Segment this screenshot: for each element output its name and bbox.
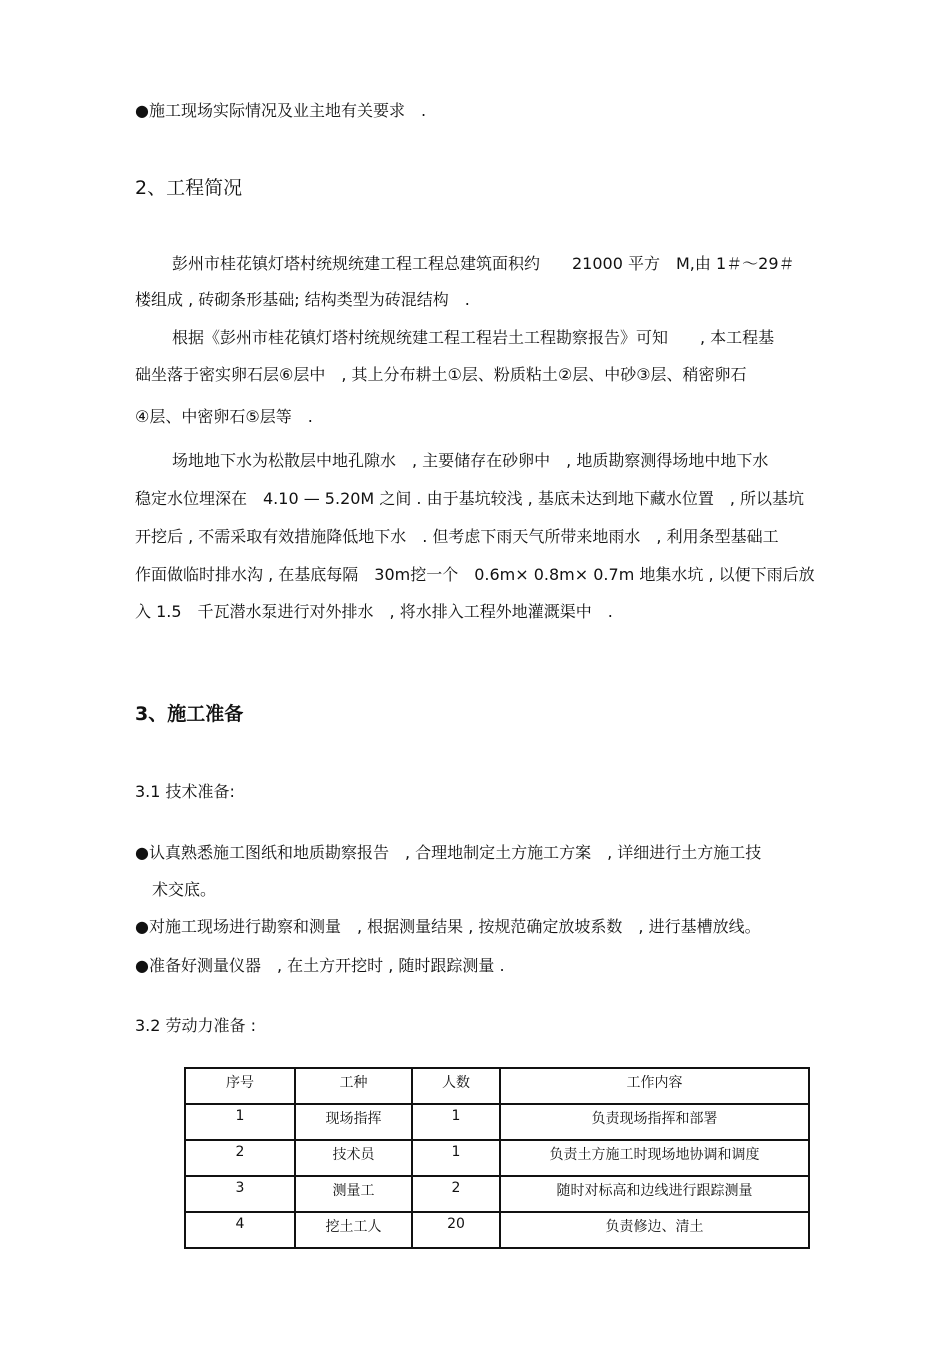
header-trade: 工种	[296, 1069, 413, 1105]
cell-index: 4	[186, 1213, 296, 1247]
paragraph-water-line-2: 稳定水位埋深在 4.10 — 5.20M 之间 . 由于基坑较浅 , 基底未达到地下藏水位置 , 所以基坑	[135, 489, 805, 508]
section-3-heading: 3、施工准备	[135, 703, 244, 725]
table-row	[186, 1105, 808, 1141]
header-duty: 工作内容	[501, 1069, 808, 1105]
cell-count: 20	[413, 1213, 501, 1247]
cell-duty: 负责修边、清土	[605, 1219, 704, 1235]
table-header-row	[186, 1069, 808, 1105]
paragraph-geology-line-1: 根据《彭州市桂花镇灯塔村统规统建工程工程岩土工程勘察报告》可知 , 本工程基	[172, 328, 775, 347]
cell-count: 1	[413, 1105, 501, 1141]
paragraph-water-line-1: 场地地下水为松散层中地孔隙水 , 主要储存在砂卵中 , 地质勘察测得场地中地下水	[172, 451, 769, 470]
paragraph-geology-line-3: ④层、中密卵石⑤层等 .	[135, 407, 313, 426]
cell-index: 2	[186, 1141, 296, 1177]
cell-duty: 负责现场指挥和部署	[501, 1105, 808, 1141]
cell-count: 1	[413, 1141, 501, 1177]
labor-table	[184, 1067, 810, 1249]
paragraph-water-line-3: 开挖后 , 不需采取有效措施降低地下水 . 但考虑下雨天气所带来地雨水 , 利用条型基础工	[135, 527, 779, 546]
paragraph-geology-line-2: 础坐落于密实卵石层⑥层中 , 其上分布耕土①层、粉质粘土②层、中砂③层、稍密卵石	[135, 365, 747, 384]
cell-duty: 随时对标高和边线进行跟踪测量	[501, 1177, 808, 1213]
paragraph-overview-line-2: 楼组成 , 砖砌条形基础; 结构类型为砖混结构 .	[135, 290, 470, 309]
bullet-site-requirements: ●施工现场实际情况及业主地有关要求 .	[135, 101, 427, 120]
cell-trade: 挖土工人	[296, 1213, 413, 1247]
cell-index: 3	[186, 1177, 296, 1213]
paragraph-water-line-5: 入 1.5 千瓦潜水泵进行对外排水 , 将水排入工程外地灌溉渠中 .	[135, 602, 613, 621]
bullet-study-drawings-line-1: ●认真熟悉施工图纸和地质勘察报告 , 合理地制定土方施工方案 , 详细进行土方施工技	[135, 843, 762, 862]
subsection-3-2-heading: 3.2 劳动力准备 :	[135, 1016, 257, 1035]
cell-count: 2	[413, 1177, 501, 1213]
section-2-heading: 2、工程简况	[135, 177, 243, 199]
cell-trade: 技术员	[296, 1141, 413, 1177]
bullet-study-drawings-line-2: 术交底。	[152, 880, 217, 899]
subsection-3-1-heading: 3.1 技术准备:	[135, 782, 235, 801]
header-index: 序号	[186, 1069, 296, 1105]
cell-trade: 现场指挥	[296, 1105, 413, 1141]
bullet-survey: ●对施工现场进行勘察和测量 , 根据测量结果 , 按规范确定放坡系数 , 进行基槽放线。	[135, 917, 761, 936]
bullet-instruments: ●准备好测量仪器 , 在土方开挖时 , 随时跟踪测量 .	[135, 956, 505, 975]
header-count: 人数	[413, 1069, 501, 1105]
paragraph-water-line-4: 作面做临时排水沟 , 在基底每隔 30m挖一个 0.6m× 0.8m× 0.7m 地集水坑 , 以便下雨后放	[135, 565, 815, 584]
cell-duty: 负责土方施工时现场地协调和调度	[501, 1141, 808, 1177]
table-row	[186, 1177, 808, 1213]
cell-trade: 测量工	[296, 1177, 413, 1213]
table-row	[186, 1141, 808, 1177]
paragraph-overview-line-1: 彭州市桂花镇灯塔村统规统建工程工程总建筑面积约 21000 平方 M,由 1＃～29＃	[172, 254, 795, 273]
cell-index: 1	[186, 1105, 296, 1141]
table-row	[186, 1213, 808, 1247]
